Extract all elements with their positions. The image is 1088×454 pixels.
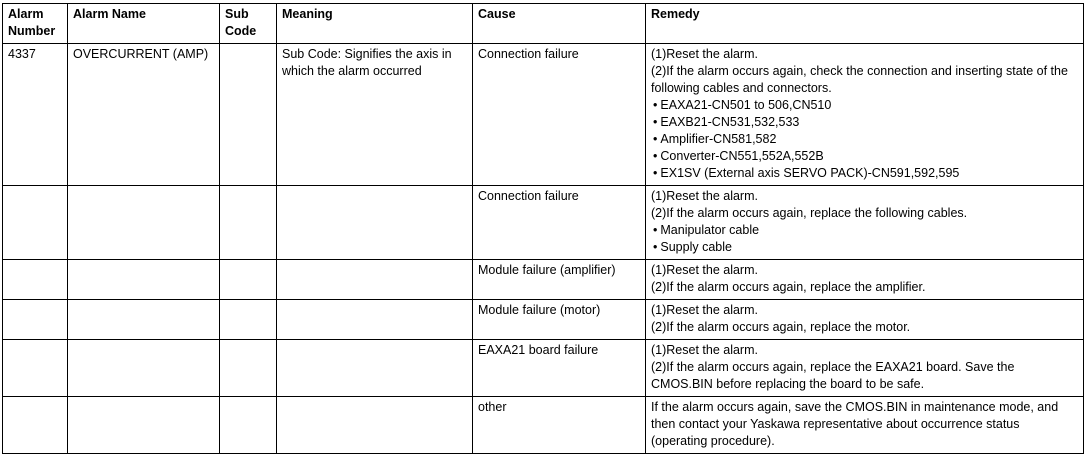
cell-meaning	[277, 186, 473, 260]
cell-sub-code	[220, 300, 277, 340]
cell-alarm-name	[68, 340, 220, 397]
cell-sub-code	[220, 44, 277, 186]
cell-alarm-name: OVERCURRENT (AMP)	[68, 44, 220, 186]
remedy-bullet: • EAXA21-CN501 to 506,CN510	[651, 97, 1078, 114]
remedy-line: If the alarm occurs again, save the CMOS.BIN in maintenance mode, and then contact your Yaskawa representative about occurrence status (operating procedure).	[651, 400, 1059, 448]
header-meaning: Meaning	[277, 4, 473, 44]
cell-remedy	[646, 260, 1084, 300]
header-cause: Cause	[473, 4, 646, 44]
cell-alarm-number: 4337	[3, 44, 68, 186]
remedy-line: (2)If the alarm occurs again, replace the EAXA21 board. Save the CMOS.BIN before replacing the board to be safe.	[651, 360, 1015, 391]
table-row	[3, 260, 1084, 300]
remedy-bullet: • Supply cable	[651, 239, 1078, 256]
cell-remedy	[646, 300, 1084, 340]
cell-meaning	[277, 300, 473, 340]
cell-alarm-name	[68, 300, 220, 340]
cell-remedy	[646, 186, 1084, 260]
remedy-line: (2)If the alarm occurs again, replace the motor.	[651, 320, 911, 334]
cell-meaning	[277, 260, 473, 300]
cell-sub-code	[220, 260, 277, 300]
cell-cause: Module failure (amplifier)	[473, 260, 646, 300]
cell-alarm-number	[3, 186, 68, 260]
table-row	[3, 186, 1084, 260]
remedy-line: (2)If the alarm occurs again, replace the following cables.	[651, 206, 968, 220]
cell-sub-code	[220, 340, 277, 397]
remedy-line: (1)Reset the alarm.	[651, 343, 758, 357]
cell-alarm-number	[3, 260, 68, 300]
cell-cause: Connection failure	[473, 44, 646, 186]
cell-remedy	[646, 397, 1084, 454]
table-row	[3, 340, 1084, 397]
remedy-bullet: • EX1SV (External axis SERVO PACK)-CN591,592,595	[651, 165, 1078, 182]
table-row	[3, 397, 1084, 454]
cell-meaning	[277, 397, 473, 454]
cell-sub-code	[220, 186, 277, 260]
cell-alarm-name	[68, 397, 220, 454]
remedy-bullet: • Amplifier-CN581,582	[651, 131, 1078, 148]
table-row	[3, 44, 1084, 186]
cell-alarm-name	[68, 186, 220, 260]
remedy-line: (1)Reset the alarm.	[651, 263, 758, 277]
header-row	[3, 4, 1084, 44]
cell-alarm-number	[3, 340, 68, 397]
header-sub-code: Sub Code	[220, 4, 277, 44]
cell-remedy	[646, 44, 1084, 186]
remedy-line: (1)Reset the alarm.	[651, 189, 758, 203]
header-alarm-number: Alarm Number	[3, 4, 68, 44]
cell-alarm-name	[68, 260, 220, 300]
table-body	[3, 44, 1084, 454]
cell-cause: Module failure (motor)	[473, 300, 646, 340]
cell-remedy	[646, 340, 1084, 397]
remedy-line: (2)If the alarm occurs again, check the connection and inserting state of the following cables and connectors.	[651, 64, 1068, 95]
remedy-bullet: • EAXB21-CN531,532,533	[651, 114, 1078, 131]
cell-alarm-number	[3, 300, 68, 340]
alarm-table	[2, 3, 1084, 454]
cell-meaning: Sub Code: Signifies the axis in which the alarm occurred	[277, 44, 473, 186]
cell-meaning	[277, 340, 473, 397]
header-remedy: Remedy	[646, 4, 1084, 44]
table-row	[3, 300, 1084, 340]
cell-alarm-number	[3, 397, 68, 454]
cell-sub-code	[220, 397, 277, 454]
cell-cause: other	[473, 397, 646, 454]
remedy-line: (1)Reset the alarm.	[651, 47, 758, 61]
cell-cause: EAXA21 board failure	[473, 340, 646, 397]
remedy-bullet: • Manipulator cable	[651, 222, 1078, 239]
remedy-line: (1)Reset the alarm.	[651, 303, 758, 317]
table-header	[3, 4, 1084, 44]
remedy-bullet: • Converter-CN551,552A,552B	[651, 148, 1078, 165]
remedy-line: (2)If the alarm occurs again, replace the amplifier.	[651, 280, 926, 294]
cell-cause: Connection failure	[473, 186, 646, 260]
header-alarm-name: Alarm Name	[68, 4, 220, 44]
